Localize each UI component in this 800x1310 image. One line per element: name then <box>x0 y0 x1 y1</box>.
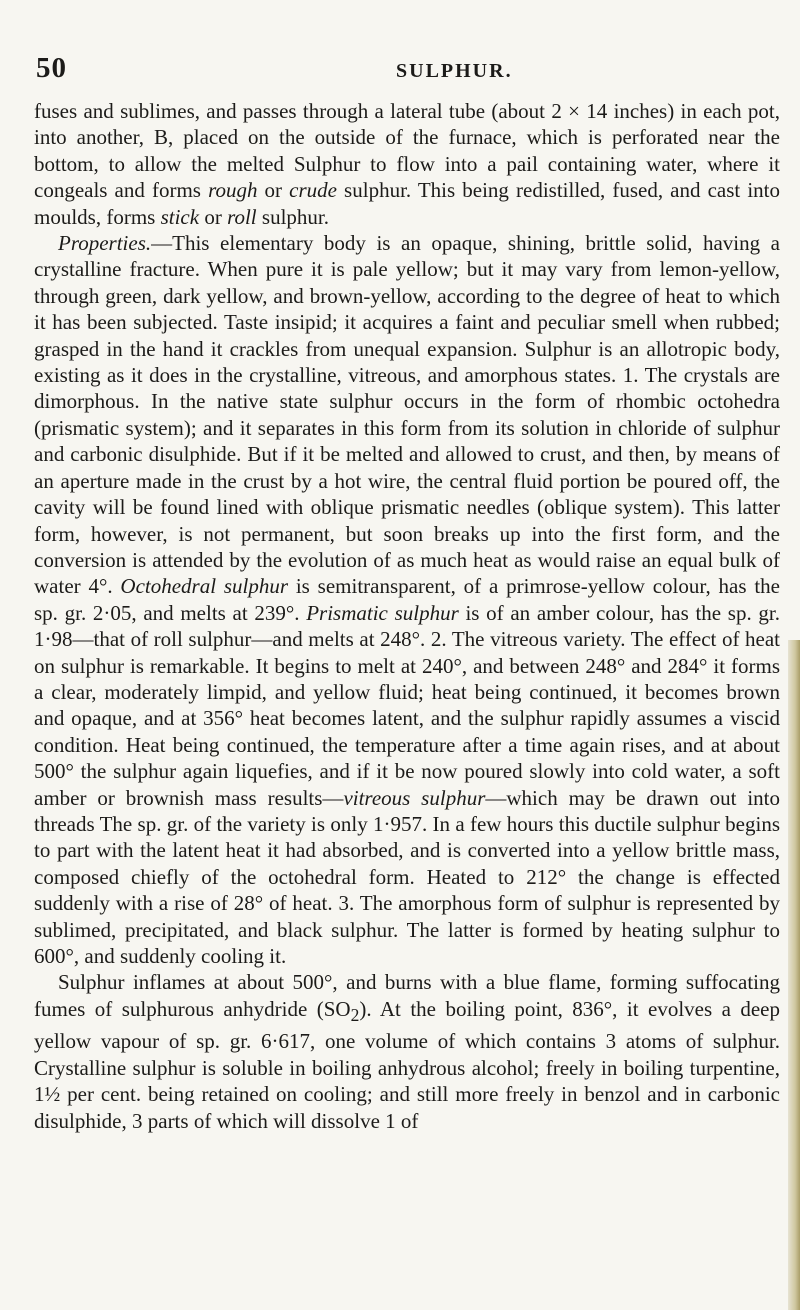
paragraph-combustion: Sulphur inflames at about 500°, and burns with a blue flame, forming suffocating fumes of sulphurous anhydride $(SO_2)$. At the boiling point, 836°, it evolves a deep yellow vapour of sp. gr. 6·617, one volume of which contains 3 atoms of sulphur. Crystalline sulphur is soluble in boiling anhydrous alcohol; freely in boiling turpentine, 1½ per cent. being retained on cooling; and still more freely in benzol and in carbonic disulphide, 3 parts of which will dissolve 1 of <box>34 970 781 1133</box>
page-number: 50 <box>36 52 67 84</box>
paragraph-properties: Properties.—This elementary body is an opaque, shining, brittle solid, having a crystalline fracture. When pure it is pale yellow; but it may vary from lemon-yellow, through green, dark yellow, and brown-yellow, according to the degree of heat to which it has been subjected. Taste insipid; it acquires a faint and peculiar smell when rubbed; grasped in the hand it crackles from unequal expansion. Sulphur is an allotropic body, existing as it does in the crystalline, vitreous, and amorphous states. 1. The crystals are dimorphous. In the native state sulphur occurs in the form of rhombic octohedra (prismatic system); and it separates in this form from its solution in chloride of sulphur and carbonic disulphide. But if it be melted and allowed to crust, and then, by means of an aperture made in the crust by a hot wire, the central fluid portion be poured off, the cavity will be found lined with oblique prismatic needles (oblique system). This latter form, however, is not permanent, but soon breaks up into the first form, and the conversion is attended by the evolution of as much heat as would raise an equal bulk of water 4°. Octohedral sulphur is semitransparent, of a primrose-yellow colour, has the sp. gr. 2·05, and melts at 239°. Prismatic sulphur is of an amber colour, has the sp. gr. 1·98—that of roll sulphur—and melts at 248°. 2. The vitreous variety. The effect of heat on sulphur is remarkable. It begins to melt at 240°, and between 248° and 284° it forms a clear, moderately limpid, and yellow fluid; heat being continued, it becomes brown and opaque, and at 356° heat becomes latent, and the sulphur rapidly assumes a viscid condition. Heat being continued, the temperature after a time again rises, and at about 500° the sulphur again liquefies, and if it be now poured slowly into cold water, a soft amber or brownish mass results—vitreous sulphur—which may be drawn out into threads The sp. gr. of the variety is only 1·957. In a few hours this ductile sulphur begins to part with the latent heat it had absorbed, and is converted into a yellow brittle mass, composed chiefly of the octohedral form. Heated to 212° the change is effected suddenly with a rise of 28° of heat. 3. The amorphous form of sulphur is represented by sublimed, precipitated, and black sulphur. The latter is formed by heating sulphur to 600°, and suddenly cooling it. <box>34 231 781 968</box>
paragraph-1: fuses and sublimes, and passes through a lateral tube (about 2 × 14 inches) in each pot, into another, B, placed on the outside of the furnace, which is perforated near the bottom, to allow the melted Sulphur to flow into a pail containing water, where it congeals and forms rough or crude sulphur. This being redistilled, fused, and cast into moulds, forms stick or roll sulphur. <box>34 99 780 229</box>
body-text <box>34 98 780 1134</box>
page-edge-strip <box>788 640 800 1310</box>
section-heading-properties: Properties. <box>58 231 152 256</box>
running-head: SULPHUR. <box>396 60 513 82</box>
page-header <box>36 52 774 86</box>
